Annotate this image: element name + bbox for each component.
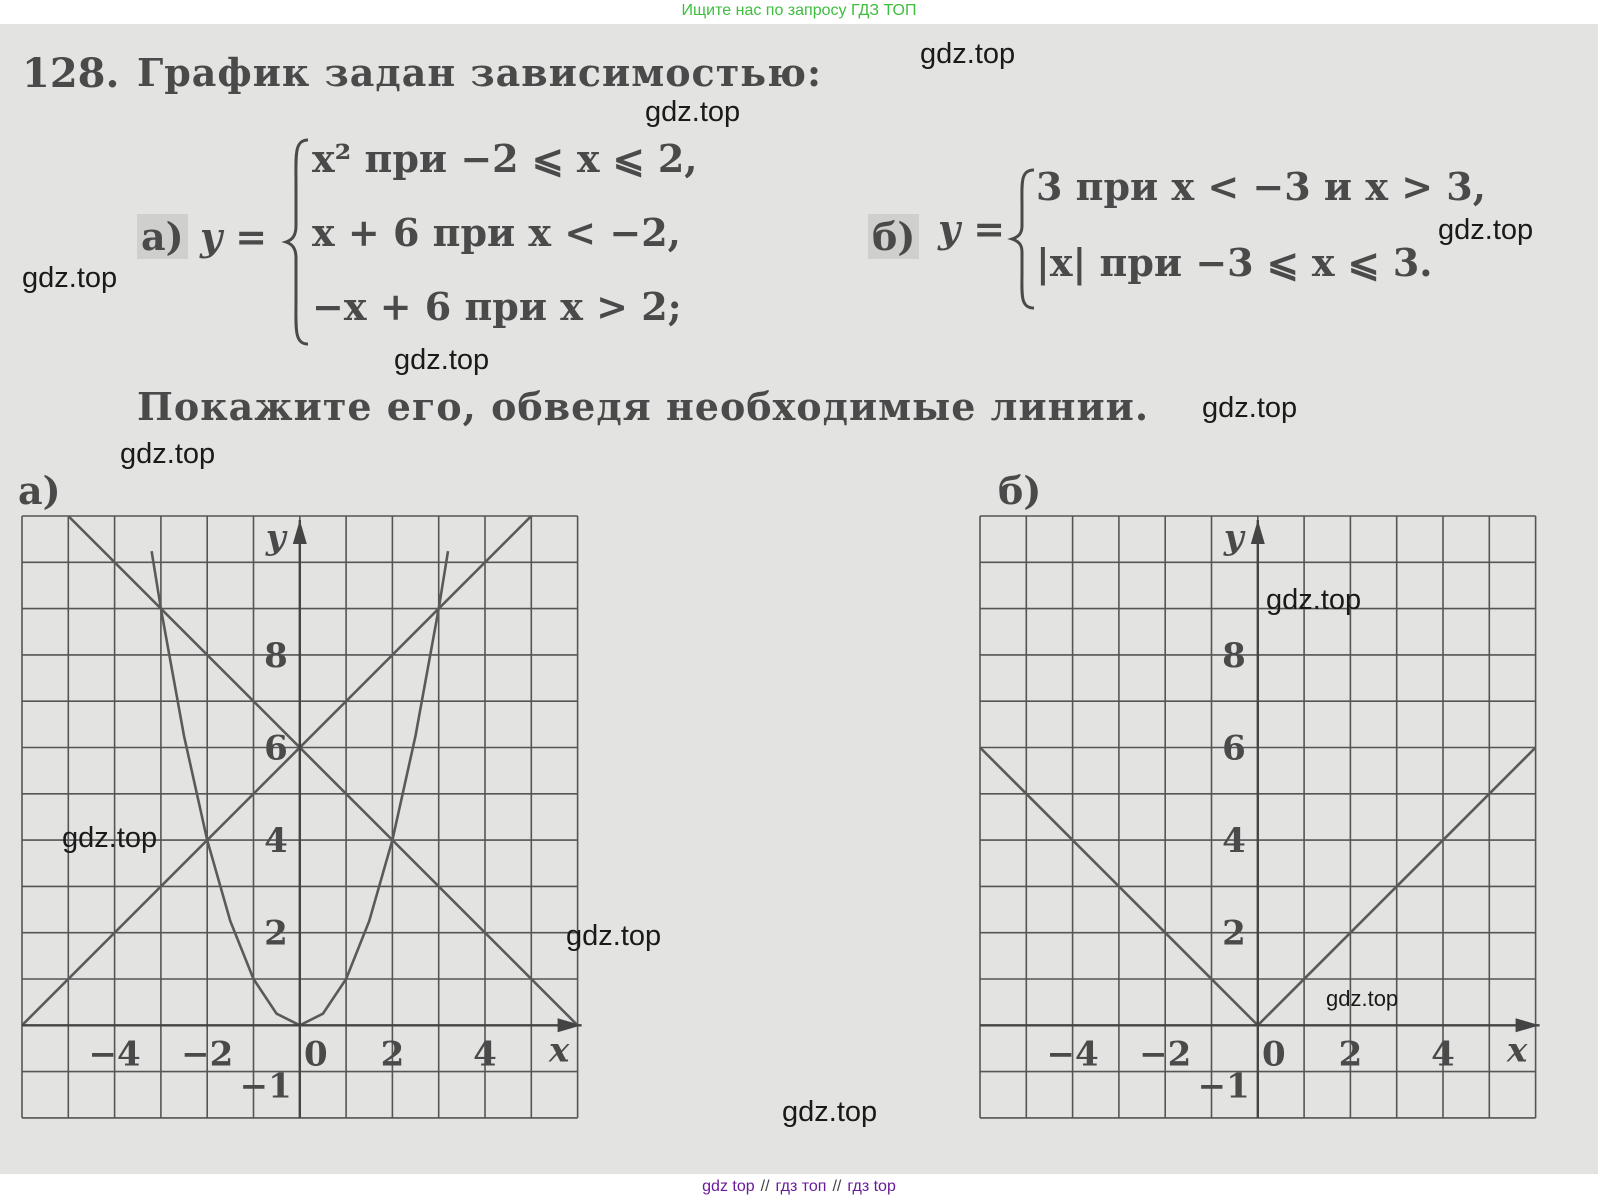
graph-b-minus-one-label: −1 xyxy=(1197,1066,1250,1107)
graph-b-x-tick-label: −4 xyxy=(1046,1034,1099,1075)
graph-b-y-tick-label: 4 xyxy=(1222,821,1246,862)
part-a-label: а) xyxy=(137,214,188,259)
problem-statement: График задан зависимостью: xyxy=(137,50,823,95)
graph-b-label: б) xyxy=(998,468,1042,513)
graph-a-series-3 xyxy=(68,516,577,1025)
footer-link-3[interactable]: гдз top xyxy=(847,1178,896,1195)
graph-b xyxy=(980,516,1550,1126)
watermark: gdz.top xyxy=(1326,986,1399,1011)
footer-links xyxy=(0,1176,1598,1200)
watermark: gdz.top xyxy=(782,1096,878,1128)
watermark: gdz.top xyxy=(120,438,216,470)
graph-b-x-axis-name: x xyxy=(1506,1030,1528,1071)
graph-b-x-tick-label: 2 xyxy=(1338,1034,1363,1075)
graph-b-y-tick-label: 6 xyxy=(1222,728,1246,769)
banner-text: Ищите нас по запросу ГДЗ ТОП xyxy=(681,2,917,19)
watermark: gdz.top xyxy=(1438,214,1534,246)
textbook-page xyxy=(0,24,1598,1174)
graph-a-y-tick-label: 6 xyxy=(264,728,288,769)
graph-b-x-tick-label: 4 xyxy=(1431,1034,1455,1075)
watermark: gdz.top xyxy=(394,344,490,376)
graph-a-x-tick-label: −2 xyxy=(181,1034,234,1075)
part-a-case-1: x² при −2 ⩽ x ⩽ 2, xyxy=(312,136,698,181)
problem-number: 128. xyxy=(22,50,120,97)
graph-a-x-tick-label: 2 xyxy=(380,1034,405,1075)
part-a-y-equals: y = xyxy=(200,214,268,259)
watermark: gdz.top xyxy=(22,262,118,294)
graph-a-x-tick-label: −4 xyxy=(88,1034,141,1075)
graph-a xyxy=(22,516,592,1126)
graph-b-x-tick-label: −2 xyxy=(1139,1034,1192,1075)
graph-a-y-tick-label: 8 xyxy=(264,635,288,676)
graph-a-x-tick-label: 4 xyxy=(473,1034,497,1075)
graph-a-minus-one-label: −1 xyxy=(239,1066,292,1107)
footer-separator: // xyxy=(760,1178,770,1195)
graph-b-axes xyxy=(980,520,1540,1118)
part-b-y-equals: y = xyxy=(938,206,1006,251)
graph-a-y-arrow-icon xyxy=(293,520,307,544)
footer-separator: // xyxy=(832,1178,842,1195)
part-a-case-3: −x + 6 при x > 2; xyxy=(312,284,682,329)
part-b-brace xyxy=(1008,166,1038,312)
part-b-case-2: |x| при −3 ⩽ x ⩽ 3. xyxy=(1036,240,1433,285)
graph-b-y-axis-name: y xyxy=(1223,517,1244,558)
footer-link-1[interactable]: gdz top xyxy=(702,1178,755,1195)
graph-a-x-axis-name: x xyxy=(548,1030,570,1071)
graph-a-y-tick-label: 4 xyxy=(264,821,288,862)
watermark: gdz.top xyxy=(1202,392,1298,424)
instruction-text: Покажите его, обведя необходимые линии. xyxy=(137,384,1150,429)
graph-a-x-tick-label: 0 xyxy=(303,1034,328,1075)
graph-a-axes xyxy=(22,520,582,1118)
graph-a-y-axis-name: y xyxy=(265,517,286,558)
watermark: gdz.top xyxy=(62,822,158,854)
footer-link-2[interactable]: гдз топ xyxy=(775,1178,827,1195)
part-a-case-2: x + 6 при x < −2, xyxy=(312,210,681,255)
watermark: gdz.top xyxy=(1266,584,1362,616)
graph-b-y-arrow-icon xyxy=(1251,520,1265,544)
part-b-label: б) xyxy=(868,214,919,259)
graph-b-y-tick-label: 8 xyxy=(1222,635,1246,676)
graph-a-label: а) xyxy=(18,468,61,513)
part-b-case-1: 3 при x < −3 и x > 3, xyxy=(1036,164,1486,209)
top-banner xyxy=(0,0,1598,24)
graph-b-x-tick-label: 0 xyxy=(1261,1034,1286,1075)
part-a-brace xyxy=(282,136,312,348)
watermark: gdz.top xyxy=(920,38,1016,70)
graph-b-y-tick-label: 2 xyxy=(1222,913,1246,954)
watermark: gdz.top xyxy=(566,920,662,952)
watermark: gdz.top xyxy=(645,96,741,128)
graph-a-y-tick-label: 2 xyxy=(264,913,288,954)
